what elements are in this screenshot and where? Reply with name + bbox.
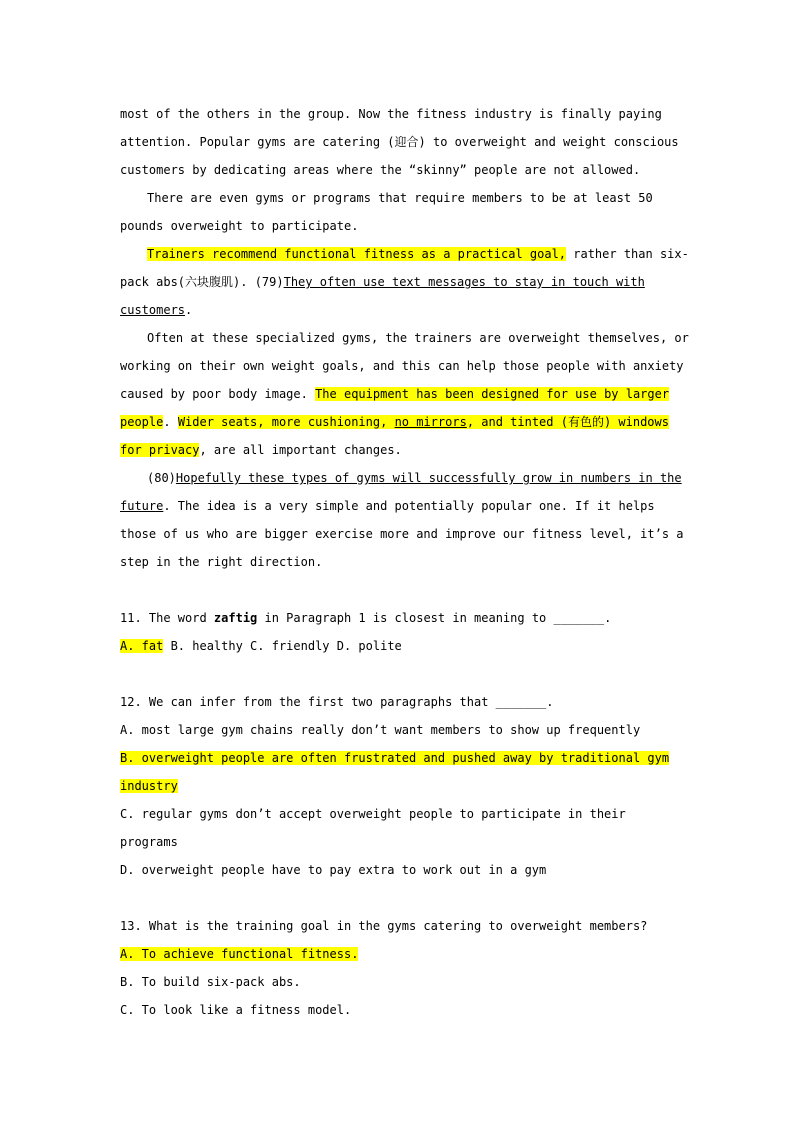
spacer (120, 576, 676, 604)
passage-line (120, 380, 676, 408)
answer-option-b (120, 744, 676, 772)
highlighted-text: A. To achieve functional fitness. (120, 947, 359, 961)
passage-line: attention. Popular gyms are catering (迎合) to overweight and weight conscious (120, 135, 679, 149)
highlighted-text: B. overweight people are often frustrated and pushed away by traditional gym (120, 751, 670, 765)
spacer (120, 660, 676, 688)
question-12-stem: 12. We can infer from the first two paragraphs that _______. (120, 695, 554, 709)
answer-options: B. healthy C. friendly D. polite (163, 639, 402, 653)
passage-line: pounds overweight to participate. (120, 219, 359, 233)
underlined-text: Hopefully these types of gyms will successfully grow in numbers in the (175, 471, 682, 485)
answer-option-c: C. regular gyms don’t accept overweight people to participate in their (120, 807, 626, 821)
question-11-stem (120, 604, 676, 632)
passage-line (120, 464, 682, 492)
passage-text: . The idea is a very simple and potentially popular one. If it helps (163, 499, 655, 513)
passage-text: , are all important changes. (199, 443, 402, 457)
question-text: 11. The word (120, 611, 214, 625)
passage-line: most of the others in the group. Now the fitness industry is finally paying (120, 107, 662, 121)
answer-option-a: A. most large gym chains really don’t want members to show up frequently (120, 723, 641, 737)
underlined-text: future (120, 499, 164, 513)
bold-word: zaftig (213, 611, 258, 625)
passage-line: those of us who are bigger exercise more and improve our fitness level, it’s a (120, 527, 684, 541)
highlighted-text: people (120, 415, 164, 429)
passage-text: . (185, 303, 193, 317)
highlighted-text: The equipment has been designed for use by larger (315, 387, 670, 401)
highlighted-text: Trainers recommend functional fitness as a practical goal, (147, 247, 567, 261)
passage-line (120, 408, 676, 436)
passage-line: step in the right direction. (120, 555, 323, 569)
passage-text: (80) (147, 471, 176, 485)
answer-option-b: B. To build six-pack abs. (120, 975, 301, 989)
question-11-options (120, 632, 676, 660)
passage-line (120, 296, 676, 324)
answer-option-a (120, 940, 676, 968)
answer-option-c-cont: programs (120, 835, 178, 849)
passage-line: There are even gyms or programs that require members to be at least 50 (147, 191, 653, 205)
passage-line: Often at these specialized gyms, the trainers are overweight themselves, or (147, 331, 689, 345)
question-text: in Paragraph 1 is closest in meaning to _______. (257, 611, 612, 625)
passage-text: pack abs(六块腹肌). (79) (120, 275, 284, 289)
highlighted-underlined-text: no mirrors (394, 415, 467, 429)
highlighted-text: Wider seats, more cushioning, (177, 415, 395, 429)
highlighted-text: , and tinted (有色的) windows (466, 415, 669, 429)
passage-text: . (163, 415, 178, 429)
passage-line (120, 492, 676, 520)
underlined-text: customers (120, 303, 186, 317)
passage-line: working on their own weight goals, and this can help those people with anxiety (120, 359, 684, 373)
passage-line: customers by dedicating areas where the “skinny” people are not allowed. (120, 163, 641, 177)
passage-text: caused by poor body image. (120, 387, 316, 401)
highlighted-text: for privacy (120, 443, 200, 457)
highlighted-text: industry (120, 779, 178, 793)
question-13-stem: 13. What is the training goal in the gyms catering to overweight members? (120, 919, 648, 933)
answer-option-d: D. overweight people have to pay extra to work out in a gym (120, 863, 547, 877)
answer-option-a: A. fat (120, 639, 164, 653)
answer-option-b-cont (120, 772, 676, 800)
passage-line (120, 268, 676, 296)
answer-option-c: C. To look like a fitness model. (120, 1003, 352, 1017)
passage-text: rather than six- (566, 247, 689, 261)
passage-line (120, 436, 676, 464)
document-page (120, 100, 689, 1024)
spacer (120, 884, 676, 912)
passage-line (120, 240, 689, 268)
underlined-text: They often use text messages to stay in touch with (283, 275, 645, 289)
